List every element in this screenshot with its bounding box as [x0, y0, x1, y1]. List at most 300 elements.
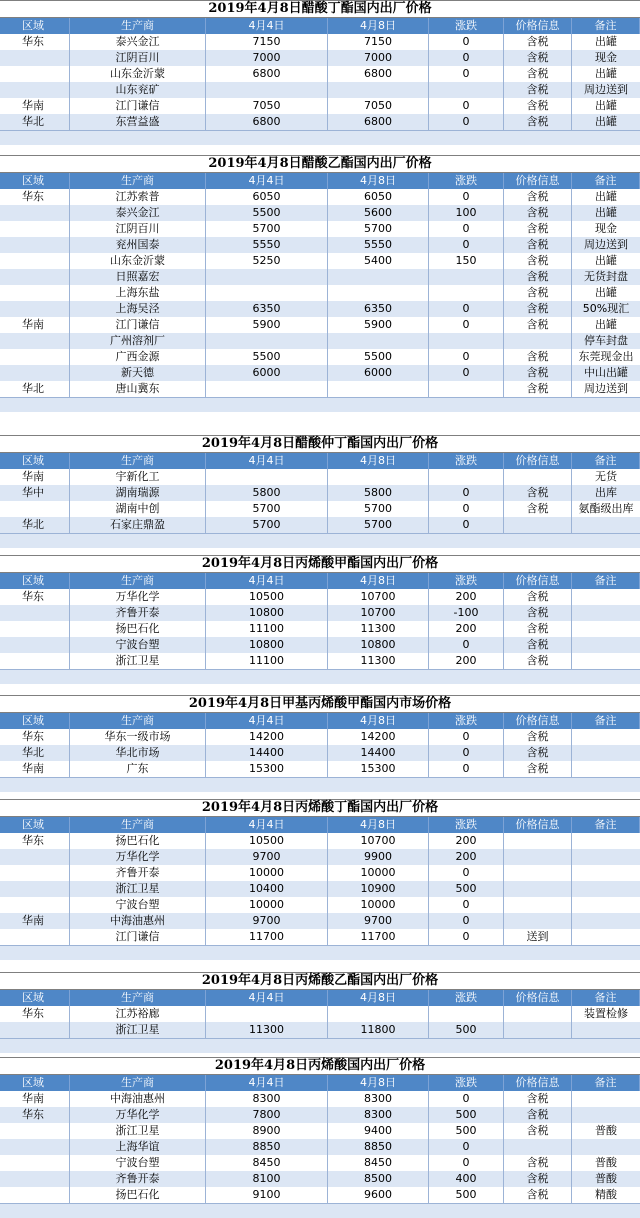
producer-header: 生产商 — [70, 817, 206, 833]
table-row — [0, 365, 640, 381]
price-info-cell — [504, 849, 572, 865]
price-info-cell: 含税 — [504, 237, 572, 253]
region-cell — [0, 621, 70, 637]
change-header: 涨跌 — [429, 1075, 504, 1091]
price-info-header: 价格信息 — [504, 573, 572, 589]
region-cell: 华东 — [0, 833, 70, 849]
remark-cell — [572, 865, 640, 881]
price-info-header: 价格信息 — [504, 18, 572, 34]
table-row — [0, 653, 640, 669]
price-apr8-cell: 5400 — [328, 253, 429, 269]
region-cell: 华南 — [0, 1091, 70, 1107]
producer-header: 生产商 — [70, 573, 206, 589]
table-header-row — [0, 18, 640, 34]
remark-cell — [572, 517, 640, 533]
price-info-cell: 含税 — [504, 317, 572, 333]
producer-cell: 宇新化工 — [70, 469, 206, 485]
producer-cell: 万华化学 — [70, 849, 206, 865]
change-cell: 500 — [429, 1123, 504, 1139]
change-cell: 0 — [429, 1139, 504, 1155]
price-apr4-cell: 15300 — [206, 761, 328, 777]
price-apr8-cell: 10700 — [328, 605, 429, 621]
region-cell — [0, 1171, 70, 1187]
price-apr4-cell: 11100 — [206, 621, 328, 637]
region-header: 区域 — [0, 817, 70, 833]
producer-cell: 江阴百川 — [70, 50, 206, 66]
region-cell — [0, 301, 70, 317]
producer-cell: 扬巴石化 — [70, 1187, 206, 1203]
price-apr4-cell: 5800 — [206, 485, 328, 501]
price-apr8-cell — [328, 469, 429, 485]
price-info-cell — [504, 833, 572, 849]
table-row — [0, 50, 640, 66]
table-title: 2019年4月8日醋酸仲丁酯国内出厂价格 — [0, 436, 640, 453]
price-apr4-cell: 9700 — [206, 913, 328, 929]
producer-cell: 唐山冀东 — [70, 381, 206, 397]
region-cell: 华北 — [0, 381, 70, 397]
region-cell — [0, 1123, 70, 1139]
price-apr4-cell: 8900 — [206, 1123, 328, 1139]
region-cell: 华南 — [0, 913, 70, 929]
region-cell: 华南 — [0, 317, 70, 333]
price-apr8-cell: 5700 — [328, 501, 429, 517]
producer-cell: 江门谦信 — [70, 929, 206, 945]
table-header-row — [0, 453, 640, 469]
price-table — [0, 155, 640, 412]
region-cell — [0, 237, 70, 253]
price-apr4-cell: 5700 — [206, 517, 328, 533]
price-apr8-cell: 11300 — [328, 653, 429, 669]
remark-cell: 出罐 — [595, 318, 617, 331]
table-row — [0, 253, 640, 269]
region-cell — [0, 285, 70, 301]
region-cell — [0, 365, 70, 381]
region-header: 区域 — [0, 1075, 70, 1091]
price-info-header: 价格信息 — [504, 713, 572, 729]
remark-cell: 普酸 — [595, 1124, 617, 1137]
remark-cell — [572, 761, 640, 777]
change-header: 涨跌 — [429, 573, 504, 589]
table-row — [0, 66, 640, 82]
price-apr8-cell — [328, 333, 429, 349]
price-info-cell: 含税 — [504, 653, 572, 669]
region-header: 区域 — [0, 18, 70, 34]
region-cell — [0, 221, 70, 237]
apr8-header: 4月8日 — [328, 817, 429, 833]
price-apr8-cell: 9600 — [328, 1187, 429, 1203]
table-row — [0, 1107, 640, 1123]
table-row — [0, 1139, 640, 1155]
price-table — [0, 435, 640, 548]
producer-cell: 浙江卫星 — [70, 1022, 206, 1038]
change-cell: 0 — [429, 66, 504, 82]
table-row — [0, 269, 640, 285]
remark-cell: 出罐 — [595, 99, 617, 112]
price-info-cell: 含税 — [504, 621, 572, 637]
table-row — [0, 501, 640, 517]
remark-cell: 现金 — [595, 51, 617, 64]
price-apr4-cell: 7000 — [206, 50, 328, 66]
price-apr8-cell: 6800 — [328, 66, 429, 82]
price-table — [0, 799, 640, 960]
table-title: 2019年4月8日丙烯酸甲酯国内出厂价格 — [0, 556, 640, 573]
table-row — [0, 745, 640, 761]
producer-cell: 江苏索普 — [70, 189, 206, 205]
producer-cell: 江苏裕廊 — [70, 1006, 206, 1022]
region-cell: 华南 — [0, 98, 70, 114]
price-apr4-cell: 9100 — [206, 1187, 328, 1203]
change-cell: 0 — [429, 637, 504, 653]
change-cell: 0 — [429, 301, 504, 317]
change-cell: 0 — [429, 34, 504, 50]
region-cell — [0, 1139, 70, 1155]
price-apr4-cell — [206, 381, 328, 397]
remark-cell: 普酸 — [595, 1156, 617, 1169]
apr8-header: 4月8日 — [328, 453, 429, 469]
table-header-row — [0, 990, 640, 1006]
price-apr8-cell: 6800 — [328, 114, 429, 130]
change-cell: 200 — [429, 653, 504, 669]
price-apr4-cell — [206, 285, 328, 301]
table-row — [0, 317, 640, 333]
table-title: 2019年4月8日丙烯酸乙酯国内出厂价格 — [0, 973, 640, 990]
change-cell — [429, 82, 504, 98]
price-apr4-cell: 7800 — [206, 1107, 328, 1123]
price-apr8-cell: 6050 — [328, 189, 429, 205]
table-row — [0, 301, 640, 317]
price-apr8-cell: 7150 — [328, 34, 429, 50]
apr4-header: 4月4日 — [206, 1075, 328, 1091]
table-row — [0, 913, 640, 929]
price-info-cell: 含税 — [504, 189, 572, 205]
producer-cell: 扬巴石化 — [70, 621, 206, 637]
remark-cell — [572, 881, 640, 897]
region-cell: 华东 — [0, 189, 70, 205]
change-cell: 0 — [429, 485, 504, 501]
change-cell: 400 — [429, 1171, 504, 1187]
price-apr8-cell: 11700 — [328, 929, 429, 945]
price-apr4-cell: 5500 — [206, 205, 328, 221]
region-cell — [0, 849, 70, 865]
region-cell — [0, 50, 70, 66]
change-header: 涨跌 — [429, 18, 504, 34]
price-info-cell — [504, 333, 572, 349]
remark-cell: 氨酯级出库 — [578, 502, 634, 515]
producer-cell: 齐鲁开泰 — [70, 865, 206, 881]
producer-cell: 浙江卫星 — [70, 1123, 206, 1139]
change-cell: 0 — [429, 98, 504, 114]
change-cell: 200 — [429, 833, 504, 849]
producer-cell: 泰兴金江 — [70, 34, 206, 50]
remark-cell — [572, 1107, 640, 1123]
price-info-cell: 含税 — [504, 605, 572, 621]
table-row — [0, 1123, 640, 1139]
region-cell: 华南 — [0, 469, 70, 485]
remark-cell: 出罐 — [595, 67, 617, 80]
price-info-cell — [504, 865, 572, 881]
change-cell — [429, 269, 504, 285]
remark-cell — [572, 929, 640, 945]
apr4-header: 4月4日 — [206, 573, 328, 589]
region-cell: 华东 — [0, 589, 70, 605]
price-apr8-cell: 9400 — [328, 1123, 429, 1139]
price-apr4-cell: 7050 — [206, 98, 328, 114]
change-cell: 0 — [429, 317, 504, 333]
price-apr8-cell: 14200 — [328, 729, 429, 745]
price-apr4-cell: 5700 — [206, 501, 328, 517]
remark-cell: 出库 — [595, 486, 617, 499]
producer-cell: 宁波台塑 — [70, 637, 206, 653]
change-cell — [429, 333, 504, 349]
price-apr4-cell — [206, 1006, 328, 1022]
price-info-cell: 含税 — [504, 745, 572, 761]
price-apr8-cell: 8850 — [328, 1139, 429, 1155]
price-info-cell: 含税 — [504, 761, 572, 777]
remark-cell: 现金 — [595, 222, 617, 235]
table-row — [0, 517, 640, 533]
producer-cell: 中海油惠州 — [70, 1091, 206, 1107]
change-cell: 200 — [429, 621, 504, 637]
price-apr4-cell: 11700 — [206, 929, 328, 945]
producer-cell: 东营益盛 — [70, 114, 206, 130]
producer-cell: 山东金沂蒙 — [70, 66, 206, 82]
producer-cell: 万华化学 — [70, 589, 206, 605]
producer-header: 生产商 — [70, 990, 206, 1006]
price-apr8-cell: 11800 — [328, 1022, 429, 1038]
table-header-row — [0, 713, 640, 729]
price-info-cell — [504, 913, 572, 929]
table-row — [0, 469, 640, 485]
producer-cell: 齐鲁开泰 — [70, 605, 206, 621]
table-spacer-row — [0, 669, 640, 684]
change-cell: 500 — [429, 881, 504, 897]
price-info-cell — [504, 881, 572, 897]
region-cell — [0, 865, 70, 881]
table-row — [0, 237, 640, 253]
price-apr4-cell: 10800 — [206, 605, 328, 621]
table-header-row — [0, 1075, 640, 1091]
change-cell: 0 — [429, 349, 504, 365]
region-cell — [0, 637, 70, 653]
table-row — [0, 1155, 640, 1171]
apr8-header: 4月8日 — [328, 173, 429, 189]
producer-cell: 上海华谊 — [70, 1139, 206, 1155]
price-info-cell: 含税 — [504, 98, 572, 114]
producer-cell: 齐鲁开泰 — [70, 1171, 206, 1187]
price-apr8-cell: 11300 — [328, 621, 429, 637]
change-cell: -100 — [429, 605, 504, 621]
change-cell: 0 — [429, 501, 504, 517]
price-apr8-cell: 8500 — [328, 1171, 429, 1187]
producer-cell: 广州溶剂厂 — [70, 333, 206, 349]
producer-cell: 日照嘉宏 — [70, 269, 206, 285]
price-apr4-cell — [206, 469, 328, 485]
table-title: 2019年4月8日醋酸乙酯国内出厂价格 — [0, 156, 640, 173]
remark-header: 备注 — [572, 18, 640, 34]
remark-header: 备注 — [572, 990, 640, 1006]
region-cell — [0, 1187, 70, 1203]
table-row — [0, 381, 640, 397]
producer-cell: 华北市场 — [70, 745, 206, 761]
producer-header: 生产商 — [70, 453, 206, 469]
change-cell: 200 — [429, 849, 504, 865]
region-cell — [0, 66, 70, 82]
price-apr8-cell — [328, 82, 429, 98]
price-info-cell — [504, 1022, 572, 1038]
price-apr4-cell: 5250 — [206, 253, 328, 269]
producer-cell: 中海油惠州 — [70, 913, 206, 929]
change-cell: 500 — [429, 1187, 504, 1203]
producer-cell: 湖南瑞源 — [70, 485, 206, 501]
table-row — [0, 1022, 640, 1038]
price-apr4-cell: 5500 — [206, 349, 328, 365]
table-title: 2019年4月8日醋酸丁酯国内出厂价格 — [0, 1, 640, 18]
table-row — [0, 34, 640, 50]
price-info-cell: 含税 — [504, 365, 572, 381]
producer-cell: 兖州国泰 — [70, 237, 206, 253]
remark-cell: 出罐 — [595, 286, 617, 299]
table-row — [0, 761, 640, 777]
region-header: 区域 — [0, 990, 70, 1006]
price-apr8-cell: 15300 — [328, 761, 429, 777]
region-cell — [0, 253, 70, 269]
remark-cell: 精酸 — [595, 1188, 617, 1201]
price-apr8-cell: 8300 — [328, 1107, 429, 1123]
change-cell: 0 — [429, 189, 504, 205]
apr4-header: 4月4日 — [206, 990, 328, 1006]
change-header: 涨跌 — [429, 173, 504, 189]
region-cell — [0, 929, 70, 945]
table-row — [0, 637, 640, 653]
price-apr8-cell: 10700 — [328, 833, 429, 849]
change-cell: 0 — [429, 221, 504, 237]
table-spacer-row — [0, 397, 640, 412]
producer-cell: 宁波台塑 — [70, 1155, 206, 1171]
table-row — [0, 1091, 640, 1107]
table-title: 2019年4月8日甲基丙烯酸甲酯国内市场价格 — [0, 696, 640, 713]
remark-cell — [572, 833, 640, 849]
remark-cell — [572, 1139, 640, 1155]
remark-cell: 普酸 — [595, 1172, 617, 1185]
producer-cell: 江门谦信 — [70, 98, 206, 114]
remark-cell: 无货 — [595, 470, 617, 483]
region-cell — [0, 605, 70, 621]
region-header: 区域 — [0, 453, 70, 469]
table-row — [0, 1006, 640, 1022]
price-apr4-cell: 14400 — [206, 745, 328, 761]
remark-cell: 出罐 — [595, 35, 617, 48]
region-cell: 华东 — [0, 1006, 70, 1022]
price-info-cell: 含税 — [504, 589, 572, 605]
price-apr4-cell: 8300 — [206, 1091, 328, 1107]
price-info-cell — [504, 897, 572, 913]
price-info-cell: 含税 — [504, 1091, 572, 1107]
table-row — [0, 349, 640, 365]
producer-cell: 广东 — [70, 761, 206, 777]
remark-cell: 周边送到 — [584, 238, 628, 251]
region-header: 区域 — [0, 573, 70, 589]
price-info-header: 价格信息 — [504, 453, 572, 469]
table-row — [0, 621, 640, 637]
price-info-header: 价格信息 — [504, 990, 572, 1006]
change-cell: 0 — [429, 745, 504, 761]
table-row — [0, 849, 640, 865]
price-info-cell: 含税 — [504, 349, 572, 365]
remark-cell — [572, 1091, 640, 1107]
table-row — [0, 1187, 640, 1203]
price-info-cell: 含税 — [504, 1171, 572, 1187]
price-apr8-cell: 5700 — [328, 517, 429, 533]
price-apr8-cell: 8450 — [328, 1155, 429, 1171]
table-header-row — [0, 817, 640, 833]
producer-header: 生产商 — [70, 18, 206, 34]
region-cell — [0, 897, 70, 913]
price-apr4-cell: 6800 — [206, 114, 328, 130]
price-apr8-cell: 10000 — [328, 865, 429, 881]
change-cell: 0 — [429, 114, 504, 130]
price-apr4-cell: 9700 — [206, 849, 328, 865]
price-apr4-cell: 8850 — [206, 1139, 328, 1155]
table-row — [0, 605, 640, 621]
price-apr8-cell: 14400 — [328, 745, 429, 761]
price-info-cell: 含税 — [504, 1187, 572, 1203]
price-apr8-cell — [328, 1006, 429, 1022]
price-apr4-cell: 6350 — [206, 301, 328, 317]
price-apr4-cell: 8100 — [206, 1171, 328, 1187]
table-title: 2019年4月8日丙烯酸丁酯国内出厂价格 — [0, 800, 640, 817]
change-cell: 0 — [429, 913, 504, 929]
apr4-header: 4月4日 — [206, 173, 328, 189]
price-info-cell: 含税 — [504, 485, 572, 501]
region-cell — [0, 82, 70, 98]
price-info-cell: 含税 — [504, 205, 572, 221]
price-apr4-cell: 7150 — [206, 34, 328, 50]
price-apr8-cell: 8300 — [328, 1091, 429, 1107]
region-cell — [0, 1155, 70, 1171]
change-cell: 500 — [429, 1022, 504, 1038]
table-row — [0, 221, 640, 237]
region-cell — [0, 653, 70, 669]
producer-cell: 广西金源 — [70, 349, 206, 365]
table-row — [0, 82, 640, 98]
remark-cell — [572, 1022, 640, 1038]
price-apr4-cell: 10000 — [206, 865, 328, 881]
price-table — [0, 1057, 640, 1218]
remark-cell — [572, 653, 640, 669]
producer-cell: 新天德 — [70, 365, 206, 381]
price-info-cell: 含税 — [504, 1123, 572, 1139]
producer-cell: 华东一级市场 — [70, 729, 206, 745]
price-info-cell: 含税 — [504, 253, 572, 269]
region-cell — [0, 501, 70, 517]
price-info-cell: 含税 — [504, 269, 572, 285]
price-apr4-cell: 6800 — [206, 66, 328, 82]
region-cell: 华东 — [0, 34, 70, 50]
region-cell — [0, 1022, 70, 1038]
price-apr8-cell: 9700 — [328, 913, 429, 929]
change-cell: 500 — [429, 1107, 504, 1123]
producer-cell: 浙江卫星 — [70, 881, 206, 897]
apr8-header: 4月8日 — [328, 1075, 429, 1091]
table-row — [0, 929, 640, 945]
price-apr4-cell: 10800 — [206, 637, 328, 653]
change-cell: 0 — [429, 1091, 504, 1107]
change-cell: 0 — [429, 50, 504, 66]
table-spacer-row — [0, 945, 640, 960]
region-header: 区域 — [0, 713, 70, 729]
change-cell: 0 — [429, 517, 504, 533]
table-row — [0, 729, 640, 745]
